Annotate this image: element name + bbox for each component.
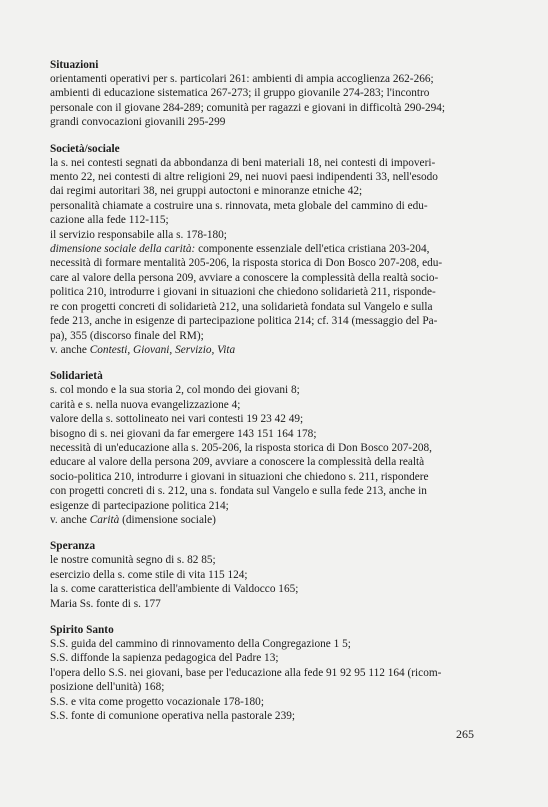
- line-text: valore della s. sottolineato nei vari contesti 19 23 42 49;: [50, 413, 304, 426]
- entry-line: [50, 184, 490, 198]
- index-content: [50, 58, 490, 735]
- line-text: la s. come caratteristica dell'ambiente di Valdocco 165;: [50, 583, 299, 596]
- entry-line: [50, 314, 490, 328]
- entry-line: [50, 256, 490, 270]
- index-entry: [50, 58, 490, 130]
- entry-line: [50, 170, 490, 184]
- line-text: educare al valore della persona 209, avviare a conoscere la complessità della realtà: [50, 456, 425, 469]
- italic-reference: Carità: [89, 513, 120, 526]
- entry-line: [50, 72, 490, 86]
- entry-line: [50, 568, 490, 582]
- entry-title: Società/sociale: [50, 142, 120, 155]
- entry-line: [50, 651, 490, 665]
- entry-line: [50, 285, 490, 299]
- entry-line: [50, 666, 490, 680]
- entry-line: [50, 412, 490, 426]
- line-text: v. anche: [50, 513, 90, 526]
- line-text: personalità chiamate a costruire una s. rinnovata, meta globale del cammino di edu-: [50, 199, 428, 212]
- entry-line: [50, 228, 490, 242]
- entry-line: [50, 427, 490, 441]
- line-text: S.S. fonte di comunione operativa nella pastorale 239;: [50, 710, 296, 723]
- entry-line: [50, 513, 490, 527]
- index-entry: [50, 369, 490, 527]
- line-text: re con progetti concreti di solidarietà 212, una solidarietà fondata sul Vangelo e sulla: [50, 300, 433, 313]
- entry-line: [50, 709, 490, 723]
- index-entry: [50, 142, 490, 358]
- entry-line: [50, 383, 490, 397]
- entry-line: [50, 455, 490, 469]
- line-text: (dimensione sociale): [119, 513, 216, 526]
- line-text: componente essenziale dell'etica cristiana 203-204,: [195, 243, 430, 256]
- line-text: socio-politica 210, introdurre i giovani in situazioni che chiedono s. 211, rispondere: [50, 470, 429, 483]
- entry-line: [50, 242, 490, 256]
- index-entry: [50, 539, 490, 611]
- entry-line: [50, 199, 490, 213]
- line-text: le nostre comunità segno di s. 82 85;: [50, 554, 216, 567]
- entry-title: Solidarietà: [50, 370, 103, 383]
- line-text: necessità di formare mentalità 205-206, la risposta storica di Don Bosco 207-208, edu-: [50, 257, 443, 270]
- line-text: bisogno di s. nei giovani da far emergere 143 151 164 178;: [50, 427, 317, 440]
- line-text: il servizio responsabile alla s. 178-180;: [50, 228, 227, 241]
- line-text: s. col mondo e la sua storia 2, col mondo dei giovani 8;: [50, 384, 300, 397]
- line-text: con progetti concreti di s. 212, una s. fondata sul Vangelo e sulla fede 213, anche in: [50, 485, 427, 498]
- line-text: care al valore della persona 209, avviare a conoscere la complessità della realtà socio-: [50, 271, 439, 284]
- line-text: grandi convocazioni giovanili 295-299: [50, 116, 226, 129]
- line-text: mento 22, nei contesti di altre religioni 29, nei nuovi paesi indipendenti 33, nell'esodo: [50, 171, 438, 184]
- entry-line: [50, 156, 490, 170]
- entry-line: [50, 86, 490, 100]
- entry-line: [50, 101, 490, 115]
- entry-title: Spirito Santo: [50, 624, 114, 636]
- entry-title: Situazioni: [50, 59, 99, 71]
- entry-line: [50, 343, 490, 357]
- line-text: S.S. diffonde la sapienza pedagogica del Padre 13;: [50, 652, 279, 665]
- entry-line: [50, 553, 490, 567]
- entry-line: [50, 115, 490, 129]
- line-text: l'opera dello S.S. nei giovani, base per l'educazione alla fede 91 92 95 112 164 (ricom-: [50, 666, 442, 679]
- entry-line: [50, 470, 490, 484]
- italic-reference: Contesti, Giovani, Servizio, Vita: [89, 343, 236, 356]
- line-text: Maria Ss. fonte di s. 177: [50, 597, 161, 610]
- entry-line: [50, 597, 490, 611]
- line-text: la s. nei contesti segnati da abbondanza di beni materiali 18, nei contesti di impoveri-: [50, 156, 436, 169]
- line-text: carità e s. nella nuova evangelizzazione 4;: [50, 398, 241, 411]
- entry-line: [50, 484, 490, 498]
- line-text: posizione dell'unità) 168;: [50, 681, 165, 694]
- entry-line: [50, 637, 490, 651]
- entry-line: [50, 213, 490, 227]
- italic-reference: dimensione sociale della carità:: [50, 243, 196, 256]
- entry-line: [50, 695, 490, 709]
- line-text: necessità di un'educazione alla s. 205-206, la risposta storica di Don Bosco 207-208,: [50, 441, 432, 454]
- entry-line: [50, 398, 490, 412]
- entry-line: [50, 582, 490, 596]
- line-text: fede 213, anche in esigenze di partecipazione politica 214; cf. 314 (messaggio del Pa-: [50, 315, 438, 328]
- entry-line: [50, 441, 490, 455]
- line-text: esigenze di partecipazione politica 214;: [50, 499, 229, 512]
- line-text: cazione alla fede 112-115;: [50, 214, 169, 227]
- line-text: dai regimi autoritari 38, nei gruppi autoctoni e minoranze etniche 42;: [50, 185, 363, 198]
- entry-title: Speranza: [50, 540, 96, 553]
- line-text: orientamenti operativi per s. particolari 261: ambienti di ampia accoglienza 262-266;: [50, 73, 434, 85]
- line-text: v. anche: [50, 343, 90, 356]
- page-number: 265: [456, 727, 474, 741]
- entry-line: [50, 499, 490, 513]
- line-text: S.S. guida del cammino di rinnovamento della Congregazione 1 5;: [50, 638, 351, 650]
- line-text: pa), 355 (discorso finale del RM);: [50, 329, 204, 342]
- line-text: politica 210, introdurre i giovani in situazioni che chiedono solidarietà 211, risponde-: [50, 286, 436, 299]
- line-text: S.S. e vita come progetto vocazionale 178-180;: [50, 695, 264, 708]
- entry-line: [50, 680, 490, 694]
- entry-line: [50, 329, 490, 343]
- line-text: esercizio della s. come stile di vita 115 124;: [50, 568, 248, 581]
- index-entry: [50, 623, 490, 723]
- line-text: personale con il giovane 284-289; comunità per ragazzi e giovani in difficoltà 290-294;: [50, 101, 446, 114]
- entry-line: [50, 271, 490, 285]
- entry-line: [50, 300, 490, 314]
- line-text: ambienti di educazione sistematica 267-273; il gruppo giovanile 274-283; l'incontro: [50, 87, 430, 100]
